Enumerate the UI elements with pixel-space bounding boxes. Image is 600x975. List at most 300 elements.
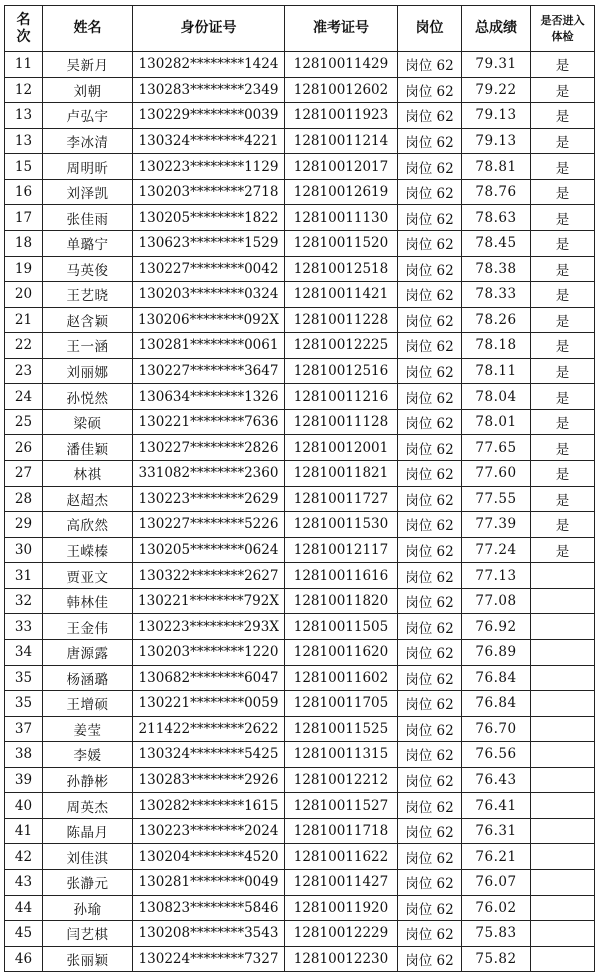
cell-id: 130203********1220 bbox=[133, 639, 285, 665]
cell-score: 78.11 bbox=[462, 358, 531, 384]
cell-exam: 12810012001 bbox=[285, 435, 398, 461]
cell-rank: 23 bbox=[5, 358, 43, 384]
cell-medical: 是 bbox=[531, 77, 595, 103]
cell-exam: 12810011622 bbox=[285, 844, 398, 870]
table-row bbox=[5, 77, 595, 103]
cell-post: 岗位 62 bbox=[398, 103, 462, 129]
cell-name: 韩林佳 bbox=[43, 588, 133, 614]
cell-name: 林祺 bbox=[43, 461, 133, 487]
cell-id: 331082********2360 bbox=[133, 461, 285, 487]
cell-post: 岗位 62 bbox=[398, 512, 462, 538]
cell-score: 77.55 bbox=[462, 486, 531, 512]
cell-post: 岗位 62 bbox=[398, 230, 462, 256]
cell-score: 76.21 bbox=[462, 844, 531, 870]
cell-rank: 12 bbox=[5, 77, 43, 103]
cell-id: 130206********092X bbox=[133, 307, 285, 333]
cell-score: 78.33 bbox=[462, 282, 531, 308]
cell-rank: 45 bbox=[5, 921, 43, 947]
cell-post: 岗位 62 bbox=[398, 282, 462, 308]
table-row bbox=[5, 282, 595, 308]
cell-post: 岗位 62 bbox=[398, 486, 462, 512]
cell-name: 刘朝 bbox=[43, 77, 133, 103]
cell-score: 76.70 bbox=[462, 716, 531, 742]
cell-medical: 是 bbox=[531, 333, 595, 359]
table-row bbox=[5, 435, 595, 461]
table-row bbox=[5, 895, 595, 921]
cell-name: 张丽颖 bbox=[43, 946, 133, 972]
table-row bbox=[5, 793, 595, 819]
cell-post: 岗位 62 bbox=[398, 461, 462, 487]
cell-exam: 12810011520 bbox=[285, 230, 398, 256]
table-row bbox=[5, 639, 595, 665]
cell-medical: 是 bbox=[531, 154, 595, 180]
table-row bbox=[5, 103, 595, 129]
cell-post: 岗位 62 bbox=[398, 665, 462, 691]
header-medical-bottom: 体检 bbox=[551, 29, 574, 43]
cell-rank: 43 bbox=[5, 870, 43, 896]
results-table-container bbox=[4, 5, 595, 972]
table-row bbox=[5, 179, 595, 205]
cell-score: 78.18 bbox=[462, 333, 531, 359]
cell-name: 王嵘榛 bbox=[43, 537, 133, 563]
cell-name: 王艺晓 bbox=[43, 282, 133, 308]
cell-exam: 12810012230 bbox=[285, 946, 398, 972]
cell-id: 130227********0042 bbox=[133, 256, 285, 282]
cell-name: 周英杰 bbox=[43, 793, 133, 819]
cell-name: 李冰清 bbox=[43, 128, 133, 154]
cell-id: 130283********2926 bbox=[133, 767, 285, 793]
cell-score: 78.04 bbox=[462, 384, 531, 410]
table-row bbox=[5, 154, 595, 180]
cell-medical bbox=[531, 691, 595, 717]
cell-post: 岗位 62 bbox=[398, 716, 462, 742]
cell-rank: 29 bbox=[5, 512, 43, 538]
table-row bbox=[5, 614, 595, 640]
cell-name: 王一涵 bbox=[43, 333, 133, 359]
cell-name: 马英俊 bbox=[43, 256, 133, 282]
cell-post: 岗位 62 bbox=[398, 639, 462, 665]
table-header bbox=[5, 6, 595, 52]
cell-rank: 26 bbox=[5, 435, 43, 461]
table-row bbox=[5, 512, 595, 538]
cell-name: 刘丽娜 bbox=[43, 358, 133, 384]
table-row bbox=[5, 844, 595, 870]
cell-id: 130229********0039 bbox=[133, 103, 285, 129]
cell-medical bbox=[531, 895, 595, 921]
cell-name: 王增硕 bbox=[43, 691, 133, 717]
cell-post: 岗位 62 bbox=[398, 128, 462, 154]
table-body bbox=[5, 52, 595, 972]
cell-exam: 12810011421 bbox=[285, 282, 398, 308]
cell-name: 吴新月 bbox=[43, 52, 133, 78]
cell-name: 闫艺棋 bbox=[43, 921, 133, 947]
cell-score: 76.92 bbox=[462, 614, 531, 640]
cell-id: 130208********3543 bbox=[133, 921, 285, 947]
cell-post: 岗位 62 bbox=[398, 435, 462, 461]
cell-medical bbox=[531, 614, 595, 640]
cell-medical: 是 bbox=[531, 537, 595, 563]
cell-exam: 12810011427 bbox=[285, 870, 398, 896]
cell-rank: 11 bbox=[5, 52, 43, 78]
table-row bbox=[5, 230, 595, 256]
cell-exam: 12810011923 bbox=[285, 103, 398, 129]
cell-post: 岗位 62 bbox=[398, 614, 462, 640]
cell-exam: 12810011616 bbox=[285, 563, 398, 589]
table-row bbox=[5, 384, 595, 410]
cell-exam: 12810011820 bbox=[285, 588, 398, 614]
cell-exam: 12810011315 bbox=[285, 742, 398, 768]
cell-exam: 12810011718 bbox=[285, 818, 398, 844]
cell-post: 岗位 62 bbox=[398, 52, 462, 78]
cell-id: 130223********2629 bbox=[133, 486, 285, 512]
cell-exam: 12810012212 bbox=[285, 767, 398, 793]
cell-id: 130203********0324 bbox=[133, 282, 285, 308]
cell-post: 岗位 62 bbox=[398, 844, 462, 870]
results-table bbox=[4, 5, 595, 972]
table-row bbox=[5, 307, 595, 333]
cell-rank: 31 bbox=[5, 563, 43, 589]
cell-rank: 13 bbox=[5, 128, 43, 154]
cell-score: 75.82 bbox=[462, 946, 531, 972]
cell-medical bbox=[531, 844, 595, 870]
cell-exam: 12810011705 bbox=[285, 691, 398, 717]
cell-medical: 是 bbox=[531, 282, 595, 308]
cell-rank: 30 bbox=[5, 537, 43, 563]
cell-medical: 是 bbox=[531, 128, 595, 154]
cell-rank: 25 bbox=[5, 409, 43, 435]
cell-id: 211422********2622 bbox=[133, 716, 285, 742]
cell-exam: 12810011429 bbox=[285, 52, 398, 78]
cell-exam: 12810011130 bbox=[285, 205, 398, 231]
cell-medical: 是 bbox=[531, 486, 595, 512]
cell-rank: 44 bbox=[5, 895, 43, 921]
cell-post: 岗位 62 bbox=[398, 588, 462, 614]
cell-rank: 20 bbox=[5, 282, 43, 308]
cell-medical: 是 bbox=[531, 409, 595, 435]
cell-post: 岗位 62 bbox=[398, 77, 462, 103]
cell-exam: 12810011727 bbox=[285, 486, 398, 512]
header-rank-top: 名 bbox=[16, 11, 31, 28]
cell-exam: 12810012516 bbox=[285, 358, 398, 384]
cell-exam: 12810011128 bbox=[285, 409, 398, 435]
cell-post: 岗位 62 bbox=[398, 742, 462, 768]
cell-id: 130682********6047 bbox=[133, 665, 285, 691]
cell-id: 130204********4520 bbox=[133, 844, 285, 870]
cell-exam: 12810012117 bbox=[285, 537, 398, 563]
cell-post: 岗位 62 bbox=[398, 921, 462, 947]
cell-medical: 是 bbox=[531, 461, 595, 487]
cell-score: 78.01 bbox=[462, 409, 531, 435]
cell-id: 130282********1424 bbox=[133, 52, 285, 78]
cell-score: 76.89 bbox=[462, 639, 531, 665]
cell-rank: 28 bbox=[5, 486, 43, 512]
cell-name: 周明昕 bbox=[43, 154, 133, 180]
cell-name: 孙静彬 bbox=[43, 767, 133, 793]
cell-name: 刘佳淇 bbox=[43, 844, 133, 870]
cell-score: 78.38 bbox=[462, 256, 531, 282]
table-row bbox=[5, 333, 595, 359]
cell-score: 78.26 bbox=[462, 307, 531, 333]
cell-rank: 35 bbox=[5, 691, 43, 717]
table-row bbox=[5, 537, 595, 563]
cell-name: 梁硕 bbox=[43, 409, 133, 435]
table-row bbox=[5, 128, 595, 154]
cell-post: 岗位 62 bbox=[398, 205, 462, 231]
cell-score: 77.08 bbox=[462, 588, 531, 614]
cell-medical bbox=[531, 665, 595, 691]
cell-score: 76.31 bbox=[462, 818, 531, 844]
cell-medical: 是 bbox=[531, 103, 595, 129]
cell-exam: 12810012518 bbox=[285, 256, 398, 282]
cell-rank: 22 bbox=[5, 333, 43, 359]
cell-id: 130221********0059 bbox=[133, 691, 285, 717]
cell-medical: 是 bbox=[531, 358, 595, 384]
cell-medical: 是 bbox=[531, 205, 595, 231]
cell-post: 岗位 62 bbox=[398, 767, 462, 793]
cell-score: 76.43 bbox=[462, 767, 531, 793]
cell-medical bbox=[531, 563, 595, 589]
cell-exam: 12810011216 bbox=[285, 384, 398, 410]
cell-id: 130324********5425 bbox=[133, 742, 285, 768]
cell-score: 76.84 bbox=[462, 665, 531, 691]
cell-score: 79.13 bbox=[462, 128, 531, 154]
cell-exam: 12810012619 bbox=[285, 179, 398, 205]
cell-rank: 33 bbox=[5, 614, 43, 640]
header-score: 总成绩 bbox=[462, 6, 531, 52]
cell-post: 岗位 62 bbox=[398, 256, 462, 282]
cell-post: 岗位 62 bbox=[398, 333, 462, 359]
cell-rank: 46 bbox=[5, 946, 43, 972]
cell-medical: 是 bbox=[531, 307, 595, 333]
cell-id: 130205********1822 bbox=[133, 205, 285, 231]
table-row bbox=[5, 921, 595, 947]
cell-medical bbox=[531, 921, 595, 947]
cell-name: 孙悦然 bbox=[43, 384, 133, 410]
table-row bbox=[5, 256, 595, 282]
cell-medical: 是 bbox=[531, 256, 595, 282]
cell-post: 岗位 62 bbox=[398, 793, 462, 819]
table-row bbox=[5, 946, 595, 972]
cell-rank: 35 bbox=[5, 665, 43, 691]
cell-score: 76.02 bbox=[462, 895, 531, 921]
cell-id: 130224********7327 bbox=[133, 946, 285, 972]
cell-name: 张瀞元 bbox=[43, 870, 133, 896]
cell-score: 78.81 bbox=[462, 154, 531, 180]
cell-rank: 19 bbox=[5, 256, 43, 282]
cell-rank: 40 bbox=[5, 793, 43, 819]
cell-medical bbox=[531, 767, 595, 793]
cell-post: 岗位 62 bbox=[398, 409, 462, 435]
header-medical-top: 是否进入 bbox=[540, 13, 585, 27]
cell-exam: 12810011530 bbox=[285, 512, 398, 538]
cell-id: 130634********1326 bbox=[133, 384, 285, 410]
cell-exam: 12810011620 bbox=[285, 639, 398, 665]
table-row bbox=[5, 742, 595, 768]
cell-score: 76.07 bbox=[462, 870, 531, 896]
cell-id: 130221********792X bbox=[133, 588, 285, 614]
cell-exam: 12810011821 bbox=[285, 461, 398, 487]
cell-id: 130283********2349 bbox=[133, 77, 285, 103]
cell-name: 高欣然 bbox=[43, 512, 133, 538]
cell-medical bbox=[531, 818, 595, 844]
cell-post: 岗位 62 bbox=[398, 946, 462, 972]
cell-name: 杨涵璐 bbox=[43, 665, 133, 691]
cell-medical bbox=[531, 716, 595, 742]
cell-exam: 12810011602 bbox=[285, 665, 398, 691]
header-post: 岗位 bbox=[398, 6, 462, 52]
cell-exam: 12810011228 bbox=[285, 307, 398, 333]
table-row bbox=[5, 870, 595, 896]
cell-post: 岗位 62 bbox=[398, 818, 462, 844]
cell-medical bbox=[531, 742, 595, 768]
cell-id: 130227********3647 bbox=[133, 358, 285, 384]
cell-medical bbox=[531, 870, 595, 896]
header-exam: 准考证号 bbox=[285, 6, 398, 52]
cell-medical: 是 bbox=[531, 52, 595, 78]
cell-score: 77.24 bbox=[462, 537, 531, 563]
cell-name: 陈晶月 bbox=[43, 818, 133, 844]
cell-post: 岗位 62 bbox=[398, 179, 462, 205]
cell-score: 76.84 bbox=[462, 691, 531, 717]
cell-id: 130281********0061 bbox=[133, 333, 285, 359]
cell-rank: 15 bbox=[5, 154, 43, 180]
cell-medical bbox=[531, 793, 595, 819]
cell-score: 77.13 bbox=[462, 563, 531, 589]
cell-name: 赵含颖 bbox=[43, 307, 133, 333]
cell-score: 77.65 bbox=[462, 435, 531, 461]
cell-rank: 18 bbox=[5, 230, 43, 256]
header-name: 姓名 bbox=[43, 6, 133, 52]
cell-id: 130221********7636 bbox=[133, 409, 285, 435]
cell-name: 贾亚文 bbox=[43, 563, 133, 589]
cell-post: 岗位 62 bbox=[398, 154, 462, 180]
cell-name: 李媛 bbox=[43, 742, 133, 768]
cell-exam: 12810012602 bbox=[285, 77, 398, 103]
table-row bbox=[5, 588, 595, 614]
header-rank bbox=[5, 6, 43, 52]
cell-medical: 是 bbox=[531, 435, 595, 461]
cell-id: 130227********2826 bbox=[133, 435, 285, 461]
cell-post: 岗位 62 bbox=[398, 691, 462, 717]
cell-exam: 12810011525 bbox=[285, 716, 398, 742]
cell-medical bbox=[531, 588, 595, 614]
header-rank-bottom: 次 bbox=[16, 28, 31, 45]
cell-name: 潘佳颖 bbox=[43, 435, 133, 461]
header-medical bbox=[531, 6, 595, 52]
cell-medical: 是 bbox=[531, 384, 595, 410]
cell-post: 岗位 62 bbox=[398, 307, 462, 333]
cell-id: 130322********2627 bbox=[133, 563, 285, 589]
cell-id: 130324********4221 bbox=[133, 128, 285, 154]
cell-rank: 17 bbox=[5, 205, 43, 231]
cell-rank: 24 bbox=[5, 384, 43, 410]
cell-score: 78.63 bbox=[462, 205, 531, 231]
cell-name: 刘泽凯 bbox=[43, 179, 133, 205]
table-row bbox=[5, 818, 595, 844]
cell-score: 78.76 bbox=[462, 179, 531, 205]
cell-score: 79.13 bbox=[462, 103, 531, 129]
cell-post: 岗位 62 bbox=[398, 358, 462, 384]
cell-exam: 12810011505 bbox=[285, 614, 398, 640]
cell-rank: 42 bbox=[5, 844, 43, 870]
cell-exam: 12810012229 bbox=[285, 921, 398, 947]
cell-name: 王金伟 bbox=[43, 614, 133, 640]
cell-score: 78.45 bbox=[462, 230, 531, 256]
cell-id: 130282********1615 bbox=[133, 793, 285, 819]
cell-id: 130205********0624 bbox=[133, 537, 285, 563]
table-row bbox=[5, 409, 595, 435]
cell-rank: 13 bbox=[5, 103, 43, 129]
cell-rank: 16 bbox=[5, 179, 43, 205]
cell-name: 张佳雨 bbox=[43, 205, 133, 231]
cell-id: 130203********2718 bbox=[133, 179, 285, 205]
table-row bbox=[5, 563, 595, 589]
table-row bbox=[5, 486, 595, 512]
cell-id: 130223********2024 bbox=[133, 818, 285, 844]
header-id: 身份证号 bbox=[133, 6, 285, 52]
table-row bbox=[5, 461, 595, 487]
header-row bbox=[5, 6, 595, 52]
cell-exam: 12810012225 bbox=[285, 333, 398, 359]
table-row bbox=[5, 205, 595, 231]
cell-exam: 12810011214 bbox=[285, 128, 398, 154]
cell-name: 唐源露 bbox=[43, 639, 133, 665]
cell-medical bbox=[531, 639, 595, 665]
cell-rank: 37 bbox=[5, 716, 43, 742]
cell-medical: 是 bbox=[531, 512, 595, 538]
cell-name: 孙瑜 bbox=[43, 895, 133, 921]
cell-name: 卢弘宇 bbox=[43, 103, 133, 129]
cell-exam: 12810011920 bbox=[285, 895, 398, 921]
cell-rank: 39 bbox=[5, 767, 43, 793]
cell-score: 77.39 bbox=[462, 512, 531, 538]
cell-id: 130223********293X bbox=[133, 614, 285, 640]
cell-post: 岗位 62 bbox=[398, 895, 462, 921]
cell-name: 单璐宁 bbox=[43, 230, 133, 256]
cell-post: 岗位 62 bbox=[398, 384, 462, 410]
table-row bbox=[5, 358, 595, 384]
cell-exam: 12810012017 bbox=[285, 154, 398, 180]
cell-score: 76.41 bbox=[462, 793, 531, 819]
table-row bbox=[5, 767, 595, 793]
cell-post: 岗位 62 bbox=[398, 870, 462, 896]
cell-id: 130227********5226 bbox=[133, 512, 285, 538]
cell-id: 130223********1129 bbox=[133, 154, 285, 180]
cell-id: 130281********0049 bbox=[133, 870, 285, 896]
table-row bbox=[5, 665, 595, 691]
cell-medical: 是 bbox=[531, 230, 595, 256]
cell-score: 79.31 bbox=[462, 52, 531, 78]
cell-score: 79.22 bbox=[462, 77, 531, 103]
table-row bbox=[5, 716, 595, 742]
table-row bbox=[5, 52, 595, 78]
cell-rank: 34 bbox=[5, 639, 43, 665]
cell-rank: 32 bbox=[5, 588, 43, 614]
cell-post: 岗位 62 bbox=[398, 563, 462, 589]
cell-id: 130623********1529 bbox=[133, 230, 285, 256]
cell-rank: 38 bbox=[5, 742, 43, 768]
cell-rank: 41 bbox=[5, 818, 43, 844]
cell-id: 130823********5846 bbox=[133, 895, 285, 921]
cell-name: 姜莹 bbox=[43, 716, 133, 742]
cell-exam: 12810011527 bbox=[285, 793, 398, 819]
cell-rank: 27 bbox=[5, 461, 43, 487]
cell-score: 77.60 bbox=[462, 461, 531, 487]
cell-post: 岗位 62 bbox=[398, 537, 462, 563]
cell-rank: 21 bbox=[5, 307, 43, 333]
cell-medical: 是 bbox=[531, 179, 595, 205]
cell-name: 赵超杰 bbox=[43, 486, 133, 512]
